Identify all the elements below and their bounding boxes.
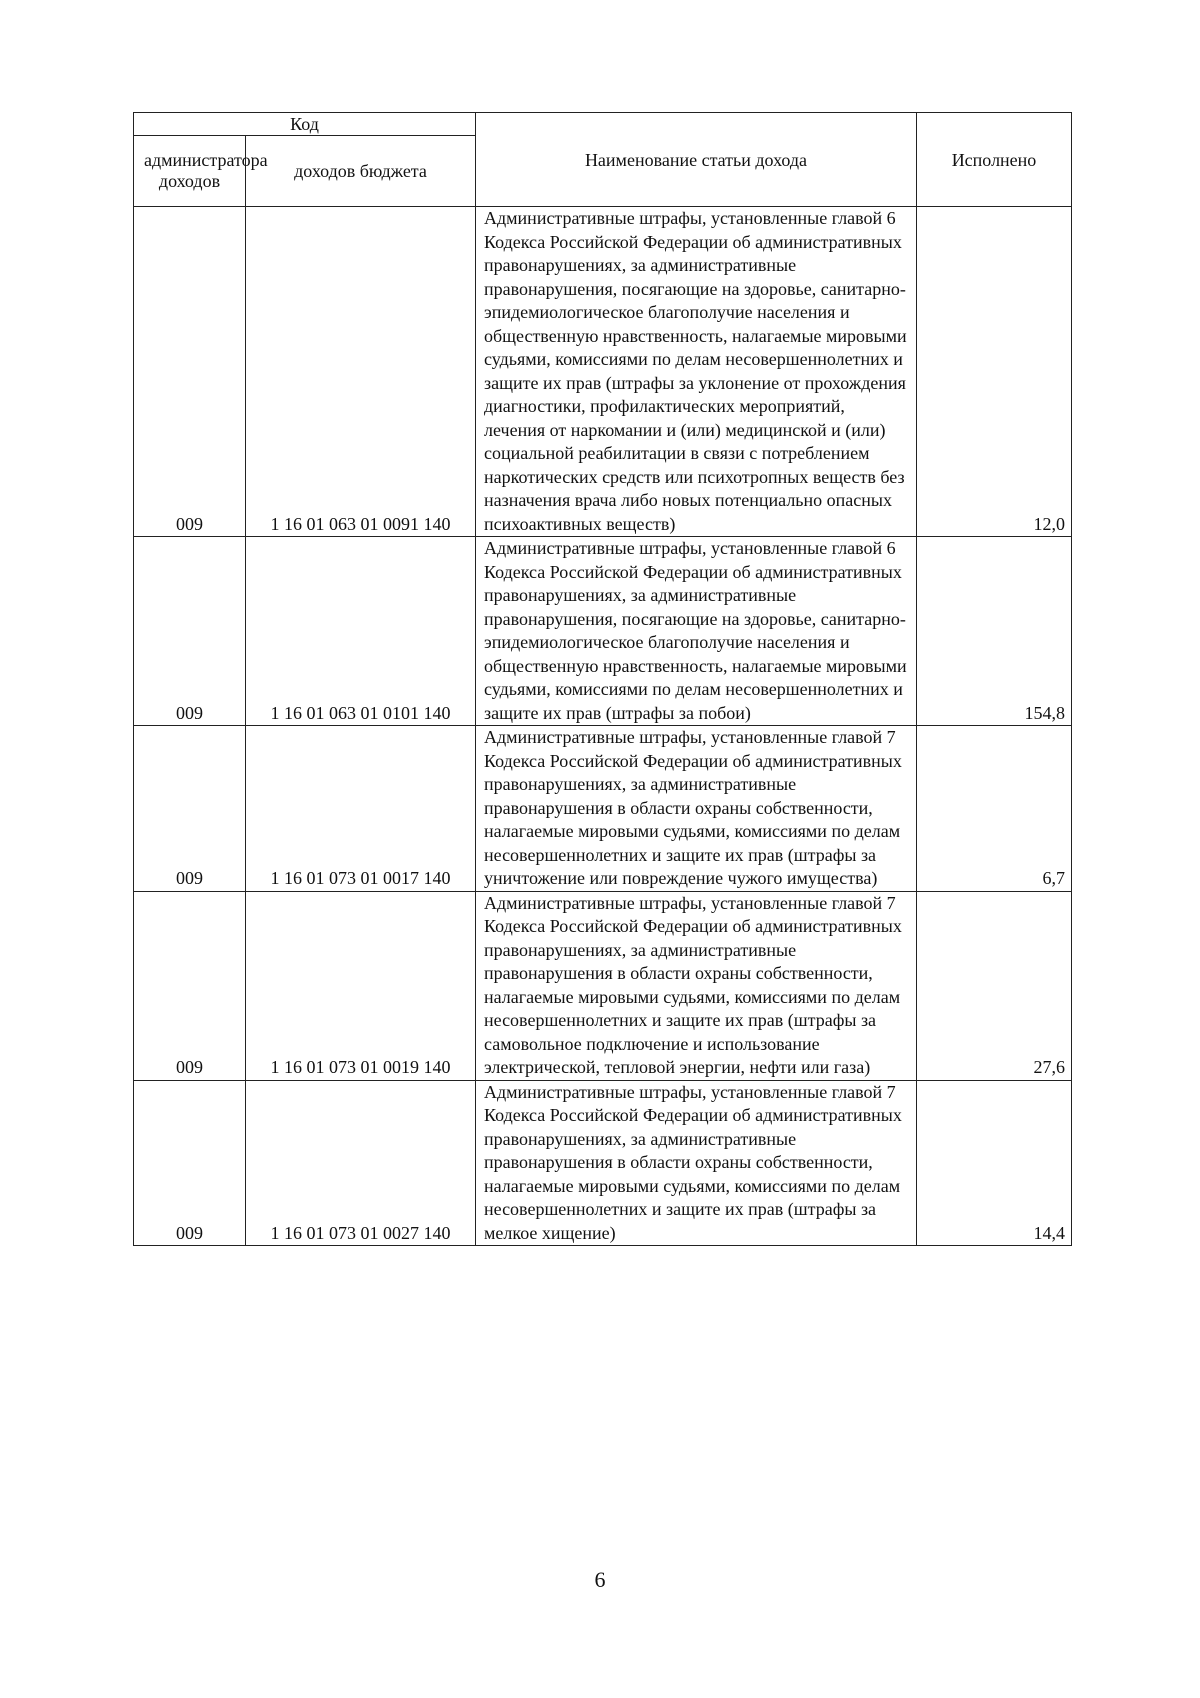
table-header (134, 113, 1072, 207)
item-name-cell: Административные штрафы, установленные главой 7 Кодекса Российской Федерации об административных правонарушениях, за административные правонарушения в области охраны собственности, налагаемые мировыми судьями, комиссиями по делам несовершеннолетних и защите их прав (штрафы за уничтожение или повреждение чужого имущества) (476, 726, 917, 892)
header-admin-code: администратора доходов (134, 136, 246, 207)
budget-code-cell: 1 16 01 073 01 0027 140 (246, 1080, 476, 1246)
table-row (134, 726, 1072, 892)
header-executed: Исполнено (917, 113, 1072, 207)
executed-value-cell: 6,7 (917, 726, 1072, 892)
admin-code-cell: 009 (134, 1080, 246, 1246)
admin-code-cell: 009 (134, 537, 246, 726)
budget-code-cell: 1 16 01 063 01 0091 140 (246, 207, 476, 537)
budget-code-cell: 1 16 01 073 01 0019 140 (246, 891, 476, 1080)
header-item-name: Наименование статьи дохода (476, 113, 917, 207)
executed-value-cell: 14,4 (917, 1080, 1072, 1246)
item-name-cell: Административные штрафы, установленные главой 6 Кодекса Российской Федерации об административных правонарушениях, за административные правонарушения, посягающие на здоровье, санитарно-эпидемиологическое благополучие населения и общественную нравственность, налагаемые мировыми судьями, комиссиями по делам несовершеннолетних и защите их прав (штрафы за уклонение от прохождения диагностики, профилактических мероприятий, лечения от наркомании и (или) медицинской и (или) социальной реабилитации в связи с потреблением наркотических средств или психотропных веществ без назначения врача либо новых потенциально опасных психоактивных веществ) (476, 207, 917, 537)
page-number: 6 (594, 1567, 606, 1592)
executed-value-cell: 154,8 (917, 537, 1072, 726)
budget-code-cell: 1 16 01 063 01 0101 140 (246, 537, 476, 726)
executed-value-cell: 27,6 (917, 891, 1072, 1080)
item-name-cell: Административные штрафы, установленные главой 7 Кодекса Российской Федерации об административных правонарушениях, за административные правонарушения в области охраны собственности, налагаемые мировыми судьями, комиссиями по делам несовершеннолетних и защите их прав (штрафы за самовольное подключение и использование электрической, тепловой энергии, нефти или газа) (476, 891, 917, 1080)
admin-code-cell: 009 (134, 891, 246, 1080)
table-row (134, 891, 1072, 1080)
executed-value-cell: 12,0 (917, 207, 1072, 537)
budget-code-cell: 1 16 01 073 01 0017 140 (246, 726, 476, 892)
item-name-cell: Административные штрафы, установленные главой 6 Кодекса Российской Федерации об административных правонарушениях, за административные правонарушения, посягающие на здоровье, санитарно-эпидемиологическое благополучие населения и общественную нравственность, налагаемые мировыми судьями, комиссиями по делам несовершеннолетних и защите их прав (штрафы за побои) (476, 537, 917, 726)
header-budget-code: доходов бюджета (246, 136, 476, 207)
table-row (134, 1080, 1072, 1246)
admin-code-cell: 009 (134, 726, 246, 892)
header-kod: Код (134, 113, 476, 136)
table-row (134, 207, 1072, 537)
table-row (134, 537, 1072, 726)
item-name-cell: Административные штрафы, установленные главой 7 Кодекса Российской Федерации об административных правонарушениях, за административные правонарушения в области охраны собственности, налагаемые мировыми судьями, комиссиями по делам несовершеннолетних и защите их прав (штрафы за мелкое хищение) (476, 1080, 917, 1246)
admin-code-cell: 009 (134, 207, 246, 537)
revenue-table (133, 112, 1072, 1246)
